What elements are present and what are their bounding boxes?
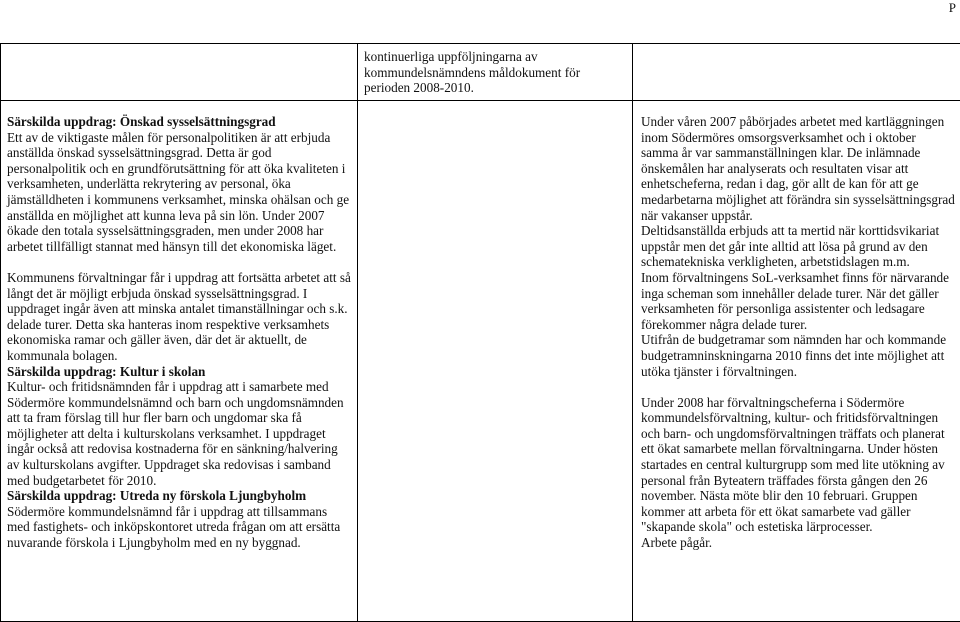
paragraph: Under våren 2007 påbörjades arbetet med kartläggningen inom Södermöres omsorgsverksamhet och i oktober samma år var sammanställningen klar. De inlämnade önskemålen har analyserats och resultaten visar att enhetscheferna, redan i dag, gör allt de kan för att ge medarbetarna möjlighet att förändra sin sysselsättningsgrad när vakanser uppstår. [641,114,956,223]
paragraph: Deltidsanställda erbjuds att ta mertid när korttidsvikariat uppstår men det går inte alltid att lösa på grund av den schematekniska verkligheten, arbetstidslagen m.m. [641,223,956,270]
right-text [633,101,960,551]
section-heading: Särskilda uppdrag: Önskad sysselsättningsgrad [7,114,353,130]
right-cell [633,101,960,622]
report-table [0,43,960,622]
table-row [1,101,960,622]
section-heading: Särskilda uppdrag: Utreda ny förskola Ljungbyholm [7,488,353,504]
middle-line: kontinuerliga uppföljningarna av [364,49,628,65]
paragraph: Inom förvaltningens SoL-verksamhet finns för närvarande inga scheman som innehåller delade turer. När det gäller verksamheten för personliga assistenter och ledsagare förekommer några delade turer. [641,270,956,332]
paragraph: Arbete pågår. [641,535,956,551]
empty-cell [633,44,960,101]
section-heading: Särskilda uppdrag: Kultur i skolan [7,364,353,380]
paragraph: Utifrån de budgetramar som nämnden har och kommande budgetramninskningarna 2010 finns det inte möjlighet att utöka tjänster i förvaltningen. [641,332,956,379]
middle-line: kommundelsnämndens måldokument för [364,65,628,81]
page-marker: P [949,0,956,16]
middle-line: perioden 2008-2010. [364,80,628,96]
table-row [1,44,960,101]
paragraph: Ett av de viktigaste målen för personalpolitiken är att erbjuda anställda önskad sysselsättningsgrad. Detta är god personalpolitik och en grundförutsättning för att öka kvaliteten i verksamheten, underlätta rekrytering av personal, öka jämställdheten i kommunens verksamhet, minska ohälsan och ge anställda en möjlighet att kunna leva på sin lön. Under 2007 ökade den totala sysselsättningsgraden, men under 2008 har arbetet tillfälligt stannat med hänsyn till det ekonomiska läget. [7,130,353,255]
paragraph: Kommunens förvaltningar får i uppdrag att fortsätta arbetet att så långt det är möjligt erbjuda önskad sysselsättningsgrad. I uppdraget ingår även att minska antalet timanställningar och s.k. delade turer. Detta ska hanteras inom respektive verksamhets ekonomiska ramar och gäller även, där det är aktuellt, de kommunala bolagen. [7,270,353,364]
paragraph: Kultur- och fritidsnämnden får i uppdrag att i samarbete med Södermöre kommundelsnämnd och barn och ungdomsnämnden att ta fram förslag till hur fler barn och ungdomar ska få möjligheter att delta i kulturskolans verksamhet. I uppdraget ingår också att redovisa kostnaderna för en sänkning/halvering av kulturskolans avgifter. Uppdraget ska redovisas i samband med budgetarbetet för 2010. [7,379,353,488]
empty-cell [1,44,358,101]
paragraph: Under 2008 har förvaltningscheferna i Södermöre kommundelsförvaltning, kultur- och fritidsförvaltningen och barn- och ungdomsförvaltningen träffats och planerat ett ökat samarbete mellan förvaltningarna. Under hösten startades en central kulturgrupp som med lite utökning av personal från Byteatern träffades första gången den 26 november. Nästa möte blir den 10 februari. Gruppen kommer att arbeta för ett ökat samarbete vad gäller "skapande skola" och estetiska lärprocesser. [641,395,956,535]
middle-cell [358,44,633,101]
left-cell [1,101,358,622]
paragraph: Södermöre kommundelsnämnd får i uppdrag att tillsammans med fastighets- och inköpskontoret utreda frågan om att ersätta nuvarande förskola i Ljungbyholm med en ny byggnad. [7,504,353,551]
empty-cell [358,101,633,622]
middle-text [358,44,632,96]
left-text [1,101,357,551]
